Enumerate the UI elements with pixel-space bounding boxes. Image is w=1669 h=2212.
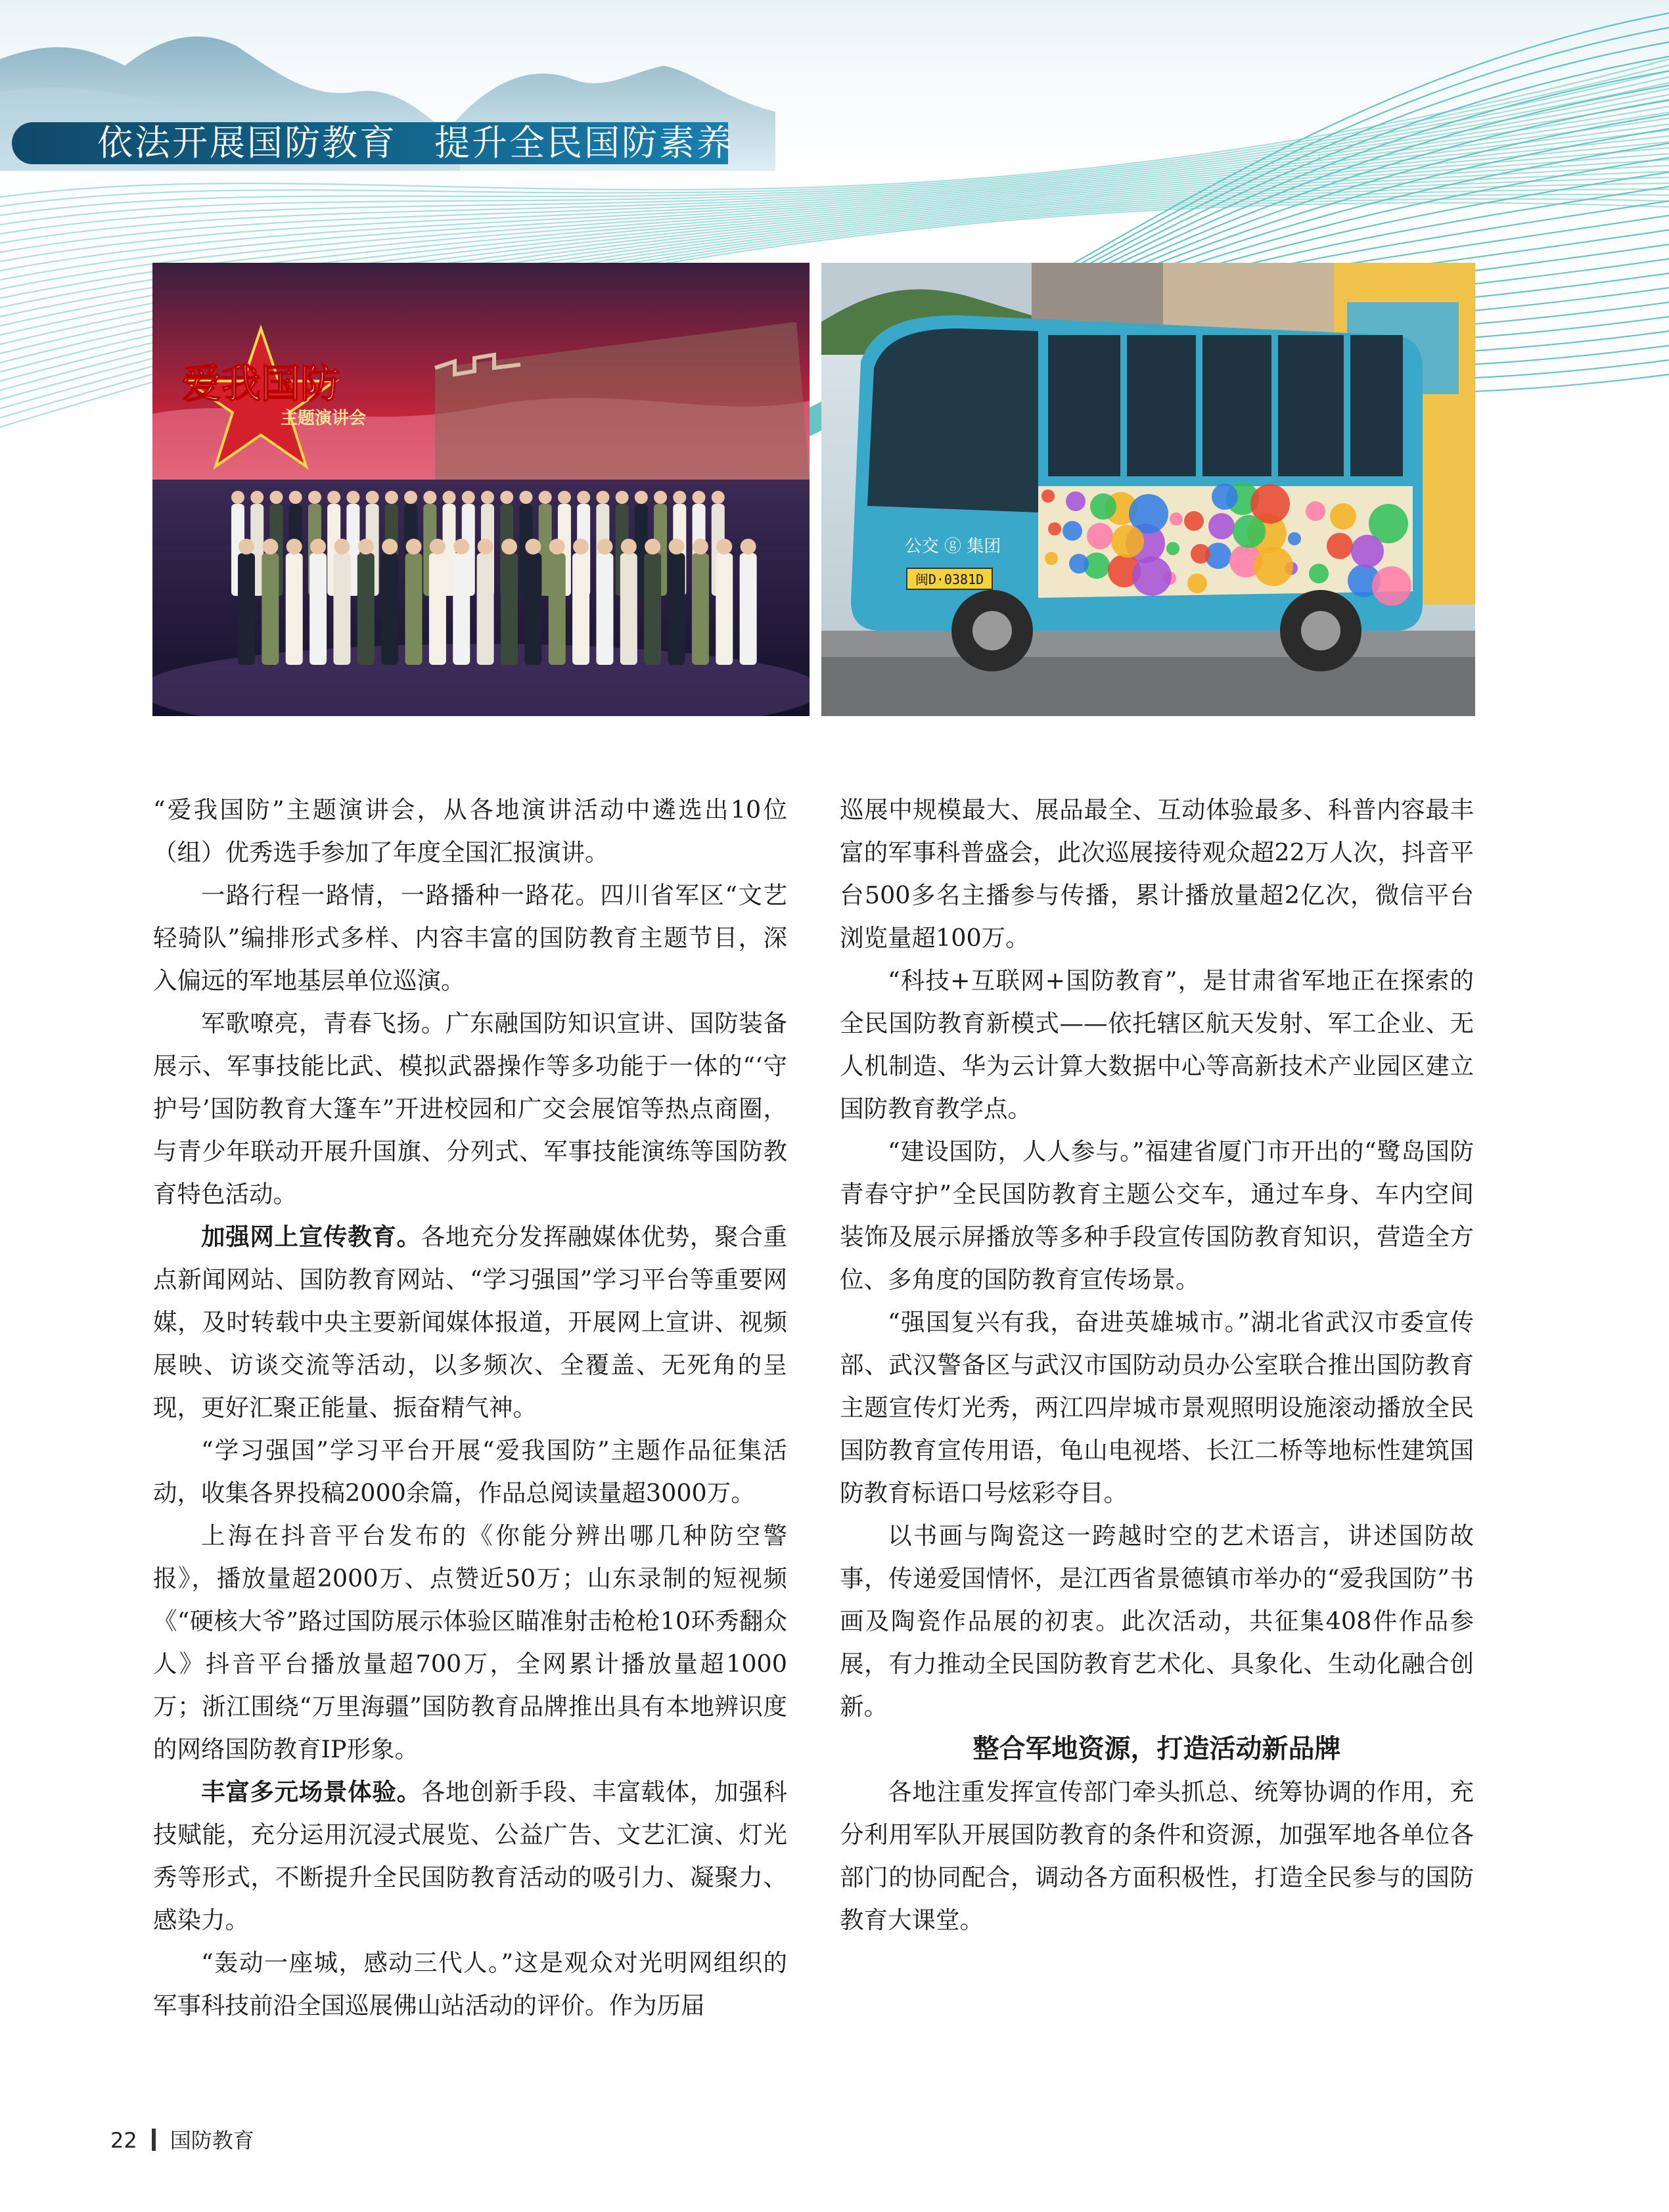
paragraph — [840, 788, 1474, 959]
bus-logo: 公交 ⓖ 集团 — [904, 537, 1001, 556]
paragraph — [153, 1771, 787, 1941]
paragraph-text: 一路行程一路情，一路播种一路花。四川省军区“文艺轻骑队”编排形式多样、内容丰富的国防教育主题节目，深入偏远的军地基层单位巡演。 — [153, 881, 787, 995]
page-number: 22 — [110, 2128, 137, 2153]
left-column — [153, 788, 787, 2027]
paragraph — [840, 959, 1474, 1130]
paragraph-text: 军歌嘹亮，青春飞扬。广东融国防知识宣讲、国防装备展示、军事技能比武、模拟武器操作等多功能于一体的“‘守护号’国防教育大篷车”开进校园和广交会展馆等热点商圈，与青少年联动开展升国旗、分列式、军事技能演练等国防教育特色活动。 — [153, 1009, 787, 1208]
section-heading: 整合军地资源，打造活动新品牌 — [972, 1734, 1341, 1764]
paragraph-text: 各地注重发挥宣传部门牵头抓总、统筹协调的作用，充分利用军队开展国防教育的条件和资源，加强军地各单位各部门的协同配合，调动各方面积极性，打造全民参与的国防教育大课堂。 — [840, 1778, 1474, 1934]
themed-bus-photo — [821, 263, 1475, 716]
right-column — [840, 788, 1474, 1941]
paragraph-text: “建设国防，人人参与。”福建省厦门市开出的“鹭岛国防 青春守护”全民国防教育主题公交车，通过车身、车内空间装饰及展示屏播放等多种手段宣传国防教育知识，营造全方位、多角度的国防教育宣传场景。 — [840, 1137, 1474, 1294]
paragraph — [153, 1215, 787, 1429]
paragraph-lead: 丰富多元场景体验。 — [201, 1778, 421, 1806]
paragraph — [840, 1771, 1474, 1941]
paragraph-text: “强国复兴有我，奋进英雄城市。”湖北省武汉市委宣传部、武汉警备区与武汉市国防动员办公室联合推出国防教育主题宣传灯光秀，两江四岸城市景观照明设施滚动播放全民国防教育宣传用语，龟山电视塔、长江二桥等地标性建筑国防教育标语口号炫彩夺目。 — [840, 1308, 1474, 1507]
paragraph — [153, 874, 787, 1002]
paragraph-lead: 加强网上宣传教育。 — [201, 1223, 421, 1251]
paragraph-text: 以书画与陶瓷这一跨越时空的艺术语言，讲述国防故事，传递爱国情怀，是江西省景德镇市举办的“爱我国防”书画及陶瓷作品展的初衷。此次活动，共征集408件作品参展，有力推动全民国防教育艺术化、具象化、生动化融合创新。 — [840, 1522, 1474, 1721]
paragraph — [153, 1429, 787, 1514]
paragraph — [840, 1130, 1474, 1301]
speech-event-photo — [152, 263, 810, 716]
paragraph-text: “科技+互联网+国防教育”，是甘肃省军地正在探索的全民国防教育新模式——依托辖区航天发射、军工企业、无人机制造、华为云计算大数据中心等高新技术产业园区建立国防教育教学点。 — [840, 966, 1474, 1123]
paragraph-text: 巡展中规模最大、展品最全、互动体验最多、科普内容最丰富的军事科普盛会，此次巡展接待观众超22万人次，抖音平台500多名主播参与传播，累计播放量超2亿次，微信平台浏览量超100万。 — [840, 796, 1474, 952]
paragraph-text: “爱我国防”主题演讲会，从各地演讲活动中遴选出10位（组）优秀选手参加了年度全国汇报演讲。 — [153, 796, 787, 867]
paragraph-text: “学习强国”学习平台开展“爱我国防”主题作品征集活动，收集各界投稿2000余篇，作品总阅读量超3000万。 — [153, 1436, 787, 1507]
page-footer — [110, 2126, 254, 2155]
paragraph-text: “轰动一座城，感动三代人。”这是观众对光明网组织的军事科技前沿全国巡展佛山站活动的评价。作为历届 — [153, 1949, 787, 2020]
overlay-title: 爱我国防 — [182, 361, 340, 407]
paragraph — [153, 1941, 787, 2027]
paragraph — [153, 1002, 787, 1215]
footer-divider — [152, 2129, 156, 2151]
license-plate: 闽D·0381D — [915, 572, 984, 587]
paragraph — [840, 1514, 1474, 1728]
paragraph — [840, 1301, 1474, 1514]
paragraph — [153, 788, 787, 874]
paragraph-text: 各地充分发挥融媒体优势，聚合重点新闻网站、国防教育网站、“学习强国”学习平台等重要网媒，及时转载中央主要新闻媒体报道，开展网上宣讲、视频展映、访谈交流等活动，以多频次、全覆盖、无死角的呈现，更好汇聚正能量、振奋精气神。 — [153, 1223, 788, 1422]
paragraph-text: 上海在抖音平台发布的《你能分辨出哪几种防空警报》，播放量超2000万、点赞近50万；山东录制的短视频《“硬核大爷”路过国防展示体验区瞄准射击枪枪10环秀翻众人》抖音平台播放量超700万，全网累计播放量超1000万；浙江围绕“万里海疆”国防教育品牌推出具有本地辨识度的网络国防教育IP形象。 — [153, 1522, 787, 1763]
page-title: 依法开展国防教育 提升全民国防素养 — [97, 122, 734, 164]
overlay-subtitle: 主题演讲会 — [280, 409, 367, 428]
paragraph-text: 各地创新手段、丰富载体，加强科技赋能，充分运用沉浸式展览、公益广告、文艺汇演、灯光秀等形式，不断提升全民国防教育活动的吸引力、凝聚力、感染力。 — [153, 1778, 788, 1934]
magazine-name: 国防教育 — [170, 2128, 254, 2153]
paragraph — [153, 1514, 787, 1771]
